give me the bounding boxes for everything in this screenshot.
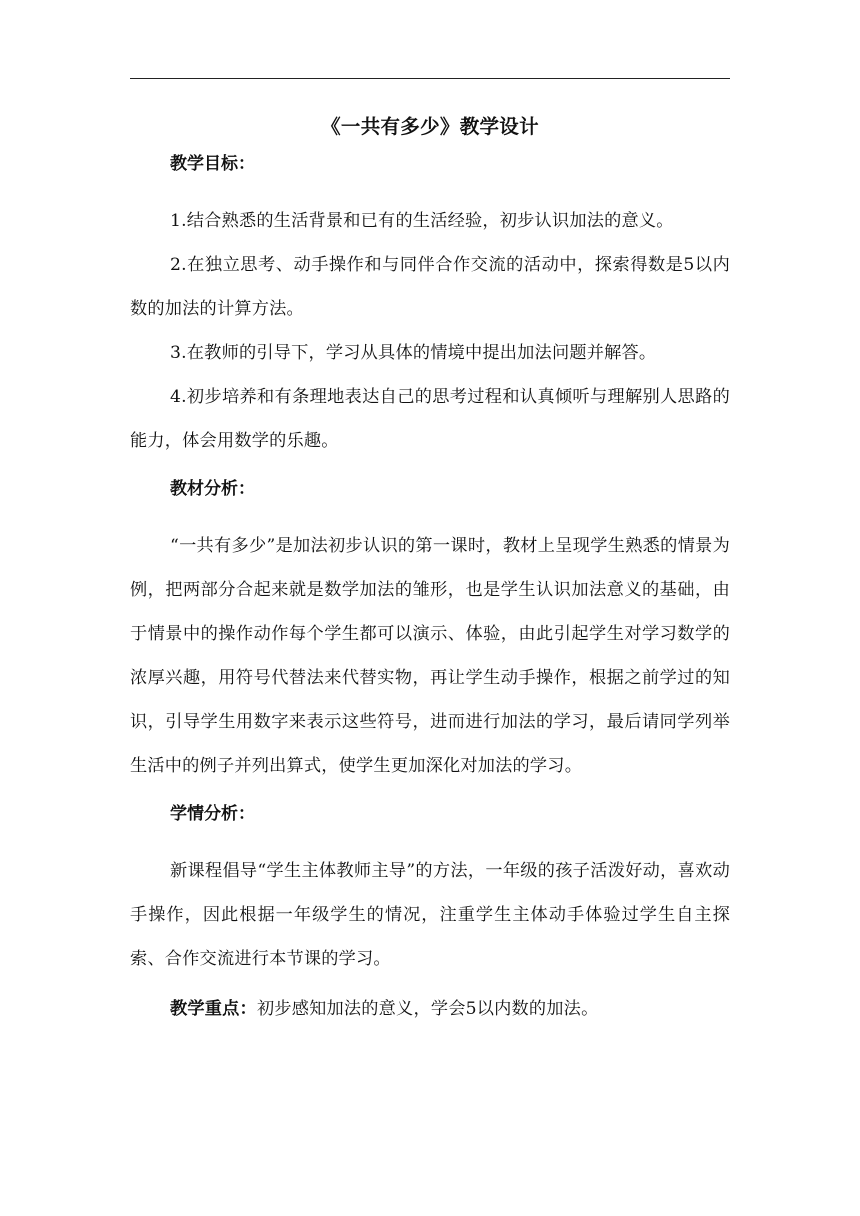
focus-heading: 教学重点：: [170, 999, 257, 1019]
header-rule: [130, 78, 730, 79]
goal-item-1: 1.结合熟悉的生活背景和已有的生活经验，初步认识加法的意义。: [170, 211, 674, 231]
focus-text: 初步感知加法的意义，学会5以内数的加法。: [256, 999, 599, 1019]
document-body: [130, 108, 730, 1031]
goal-item-3: 3.在教师的引导下，学习从具体的情境中提出加法问题并解答。: [170, 343, 657, 363]
students-paragraph: 新课程倡导“学生主体教师主导”的方法，一年级的孩子活泼好动，喜欢动手操作，因此根据一年级学生的情况，注重学生主体动手体验过学生自主探索、合作交流进行本节课的学习。: [130, 861, 730, 969]
document-title: 《一共有多少》教学设计: [321, 115, 539, 138]
goal-item-4: 4.初步培养和有条理地表达自己的思考过程和认真倾听与理解别人思路的能力，体会用数学的乐趣。: [130, 387, 730, 451]
focus-paragraph: [130, 987, 730, 1031]
students-heading: 学情分析：: [170, 804, 255, 824]
spacer: [130, 788, 730, 802]
goal-item-2: 2.在独立思考、动手操作和与同伴合作交流的活动中，探索得数是5以内数的加法的计算方法。: [130, 255, 730, 319]
material-heading: 教材分析：: [170, 479, 255, 499]
goals-heading: 教学目标：: [170, 154, 255, 174]
spacer: [130, 463, 730, 477]
material-paragraph: “一共有多少”是加法初步认识的第一课时，教材上呈现学生熟悉的情景为例，把两部分合起来就是数学加法的雏形，也是学生认识加法意义的基础，由于情景中的操作动作每个学生都可以演示、体验，由此引起学生对学习数学的浓厚兴趣，用符号代替法来代替实物，再让学生动手操作，根据之前学过的知识，引导学生用数字来表示这些符号，进而进行加法的学习，最后请同学列举生活中的例子并列出算式，使学生更加深化对加法的学习。: [130, 536, 730, 776]
